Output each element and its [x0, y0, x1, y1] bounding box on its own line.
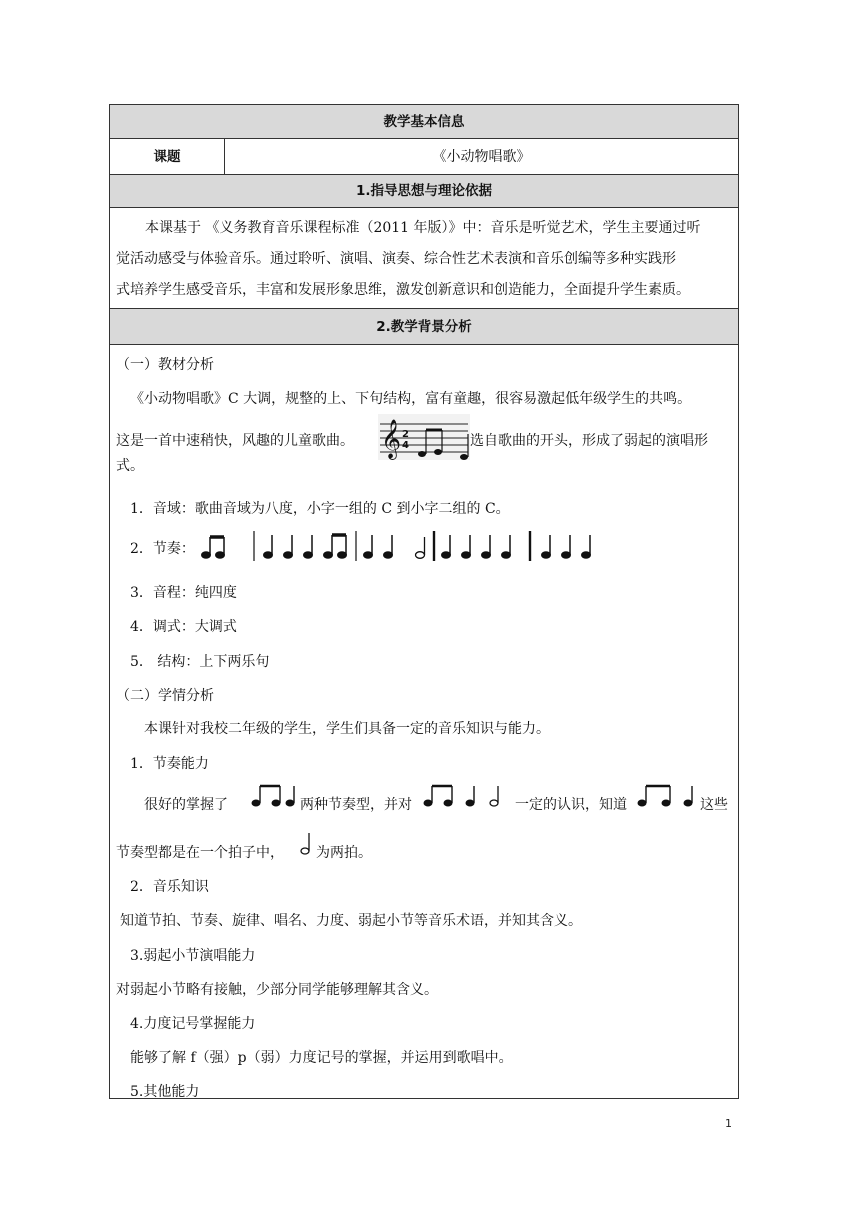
rhythm-notation — [198, 529, 618, 563]
rhythm-eighth-pair-quarter-2 — [636, 781, 700, 811]
table-title-row — [110, 105, 738, 139]
ability-1-heading: 1．节奏能力 — [130, 756, 209, 772]
section2-header — [110, 309, 738, 345]
material-intro-line-1: 《小动物唱歌》C 大调，规整的上、下句结构，富有童趣，很容易激起低年级学生的共鸣。 — [130, 391, 692, 407]
ability-4-heading: 4.力度记号掌握能力 — [130, 1016, 256, 1032]
ability-1-text-b: 两种节奏型，并对 — [300, 797, 412, 813]
ability-5-heading: 5.其他能力 — [130, 1084, 200, 1100]
topic-label-cell — [110, 139, 225, 175]
sub-heading-material: （一）教材分析 — [116, 357, 214, 373]
item-structure: 5． 结构：上下两乐句 — [130, 654, 270, 670]
svg-text:4: 4 — [402, 440, 409, 451]
ability-1-text-a: 很好的掌握了 — [144, 797, 228, 813]
section2-body — [110, 345, 738, 1098]
section2-heading: 2.教学背景分析 — [376, 319, 472, 335]
music-staff-excerpt — [378, 414, 470, 460]
rhythm-eighth-pair-quarter — [246, 781, 298, 811]
item-range: 1．音域：歌曲音域为八度，小字一组的 C 到小字二组的 C。 — [130, 501, 510, 517]
ability-3-heading: 3.弱起小节演唱能力 — [130, 948, 256, 964]
item-mode: 4．调式：大调式 — [130, 619, 237, 635]
ability-1-text-d: 这些 — [700, 797, 728, 813]
section1-body — [110, 208, 738, 309]
material-intro-line-2b: 选自歌曲的开头，形成了弱起的演唱形 — [470, 433, 708, 449]
item-interval: 3．音程：纯四度 — [130, 585, 237, 601]
ability-2-text: 知道节拍、节奏、旋律、唱名、力度、弱起小节等音乐术语，并知其含义。 — [120, 913, 582, 929]
item-rhythm: 2．节奏： — [130, 541, 195, 557]
material-intro-line-3: 式。 — [116, 458, 144, 474]
learners-intro: 本课针对我校二年级的学生，学生们具备一定的音乐知识与能力。 — [144, 721, 550, 737]
topic-value: 《小动物唱歌》 — [432, 149, 531, 165]
rhythm-mixed-with-half — [422, 781, 518, 811]
half-note-symbol — [298, 829, 316, 859]
ability-1-text-c: 一定的认识，知道 — [515, 797, 627, 813]
page-number: 1 — [725, 1117, 732, 1130]
lesson-info-table — [109, 104, 739, 1099]
ability-1-text-e: 节奏型都是在一个拍子中， — [116, 845, 284, 861]
material-intro-line-2a: 这是一首中速稍快，风趣的儿童歌曲。 — [116, 433, 354, 449]
section1-header — [110, 175, 738, 208]
sub-heading-learners: （二）学情分析 — [116, 688, 214, 704]
topic-row — [110, 139, 738, 175]
topic-label: 课题 — [153, 149, 181, 165]
ability-4-text: 能够了解 f（强）p（弱）力度记号的掌握，并运用到歌唱中。 — [130, 1050, 513, 1066]
section1-line-3: 式培养学生感受音乐，丰富和发展形象思维，激发创新意识和创造能力，全面提升学生素质。 — [116, 282, 690, 298]
section1-line-2: 觉活动感受与体验音乐。通过聆听、演唱、演奏、综合性艺术表演和音乐创编等多种实践形 — [116, 251, 676, 267]
ability-3-text: 对弱起小节略有接触，少部分同学能够理解其含义。 — [116, 982, 438, 998]
ability-1-text-f: 为两拍。 — [316, 845, 372, 861]
table-title: 教学基本信息 — [383, 114, 465, 130]
svg-text:𝄞: 𝄞 — [381, 419, 402, 459]
section1-heading: 1.指导思想与理论依据 — [355, 183, 493, 199]
topic-value-cell — [225, 139, 738, 175]
ability-2-heading: 2．音乐知识 — [130, 879, 209, 895]
section1-line-1: 本课基于 《义务教育音乐课程标准（2011 年版）》中：音乐是听觉艺术，学生主要通过听 — [145, 220, 701, 236]
svg-text:2: 2 — [402, 429, 409, 440]
